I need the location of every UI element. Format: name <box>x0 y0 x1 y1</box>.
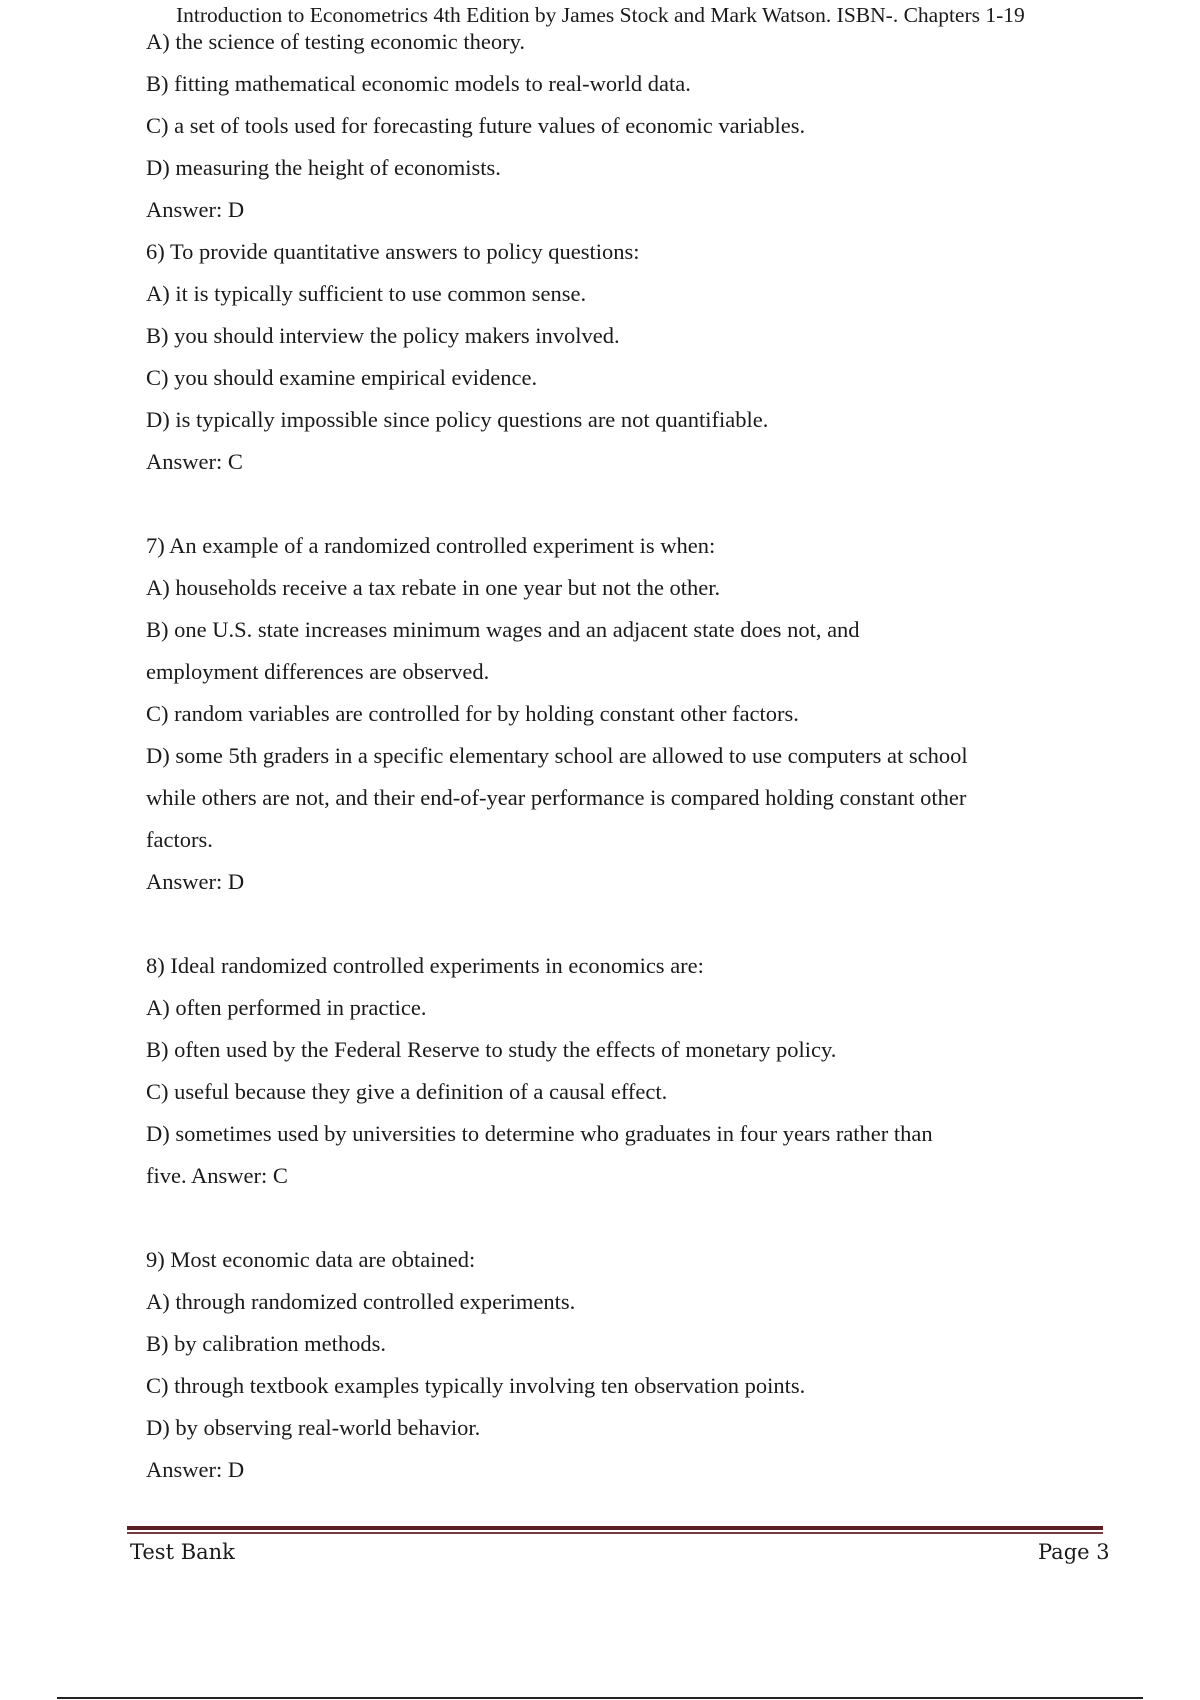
q6-question: 6) To provide quantitative answers to policy questions: <box>146 239 640 264</box>
q7-option-b-line1: B) one U.S. state increases minimum wages and an adjacent state does not, and <box>146 617 860 642</box>
page-bottom-divider <box>57 1697 1143 1699</box>
q7-question: 7) An example of a randomized controlled experiment is when: <box>146 533 716 558</box>
q6-option-a: A) it is typically sufficient to use common sense. <box>146 281 587 306</box>
q9-option-c: C) through textbook examples typically involving ten observation points. <box>146 1373 806 1398</box>
q7-option-c: C) random variables are controlled for by holding constant other factors. <box>146 701 799 726</box>
q9-answer: Answer: D <box>146 1457 245 1482</box>
running-header: Introduction to Econometrics 4th Edition by James Stock and Mark Watson. ISBN-. Chapters 1-19 <box>176 3 1025 27</box>
q9-option-a: A) through randomized controlled experiments. <box>146 1289 576 1314</box>
q7-option-d-line3: factors. <box>146 827 213 852</box>
q8-option-c: C) useful because they give a definition of a causal effect. <box>146 1079 668 1104</box>
footer-divider-thin <box>127 1532 1103 1534</box>
q7-option-d-line1: D) some 5th graders in a specific elementary school are allowed to use computers at school <box>146 743 968 768</box>
q7-option-d-line2: while others are not, and their end-of-year performance is compared holding constant other <box>146 785 967 810</box>
q9-option-d: D) by observing real-world behavior. <box>146 1415 481 1440</box>
q9-option-b: B) by calibration methods. <box>146 1331 386 1356</box>
q5-option-a: A) the science of testing economic theory. <box>146 29 526 54</box>
q8-question: 8) Ideal randomized controlled experiments in economics are: <box>146 953 704 978</box>
q5-option-c: C) a set of tools used for forecasting future values of economic variables. <box>146 113 806 138</box>
q5-answer: Answer: D <box>146 197 245 222</box>
q8-option-a: A) often performed in practice. <box>146 995 427 1020</box>
q5-option-d: D) measuring the height of economists. <box>146 155 501 180</box>
page-number: Page 3 <box>1038 1540 1110 1564</box>
footer-divider-thick <box>127 1526 1103 1530</box>
q7-option-a: A) households receive a tax rebate in one year but not the other. <box>146 575 721 600</box>
q5-option-b: B) fitting mathematical economic models to real-world data. <box>146 71 691 96</box>
q6-option-d: D) is typically impossible since policy questions are not quantifiable. <box>146 407 769 432</box>
q9-question: 9) Most economic data are obtained: <box>146 1247 476 1272</box>
q6-option-c: C) you should examine empirical evidence. <box>146 365 538 390</box>
footer-title: Test Bank <box>130 1540 235 1564</box>
q8-option-d-line1: D) sometimes used by universities to determine who graduates in four years rather than <box>146 1121 933 1146</box>
q8-option-d-line2: five. Answer: C <box>146 1163 288 1188</box>
q7-option-b-line2: employment differences are observed. <box>146 659 490 684</box>
question-content <box>146 26 1046 1496</box>
q7-answer: Answer: D <box>146 869 245 894</box>
q8-option-b: B) often used by the Federal Reserve to study the effects of monetary policy. <box>146 1037 837 1062</box>
q6-option-b: B) you should interview the policy makers involved. <box>146 323 620 348</box>
q6-answer: Answer: C <box>146 449 243 474</box>
